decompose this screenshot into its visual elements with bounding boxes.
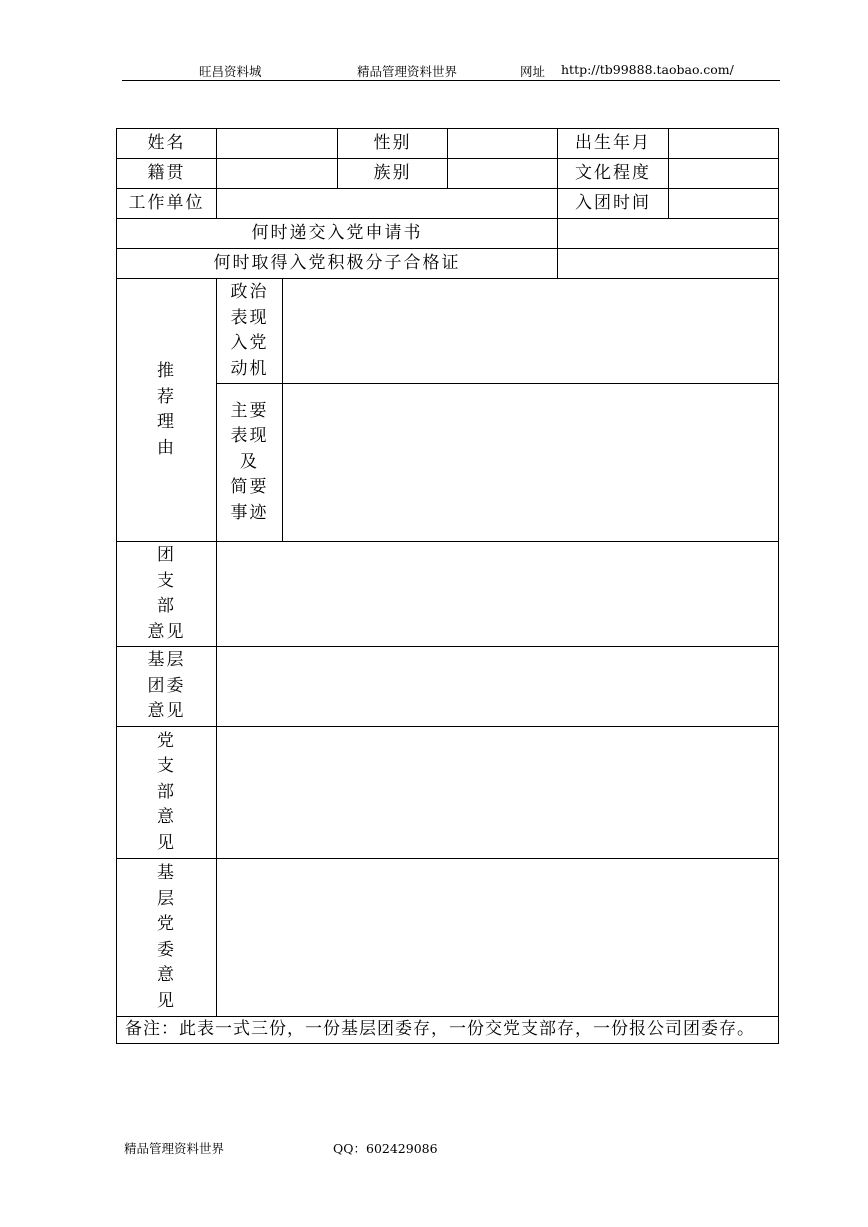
native-place-label: 籍贯 <box>117 159 217 189</box>
header-left-text: 旺昌资料城 <box>199 64 262 79</box>
league-branch-opinion-value-cell[interactable] <box>217 542 779 647</box>
gender-value-cell[interactable] <box>448 129 558 159</box>
party-branch-opinion-label: 党 支 部 意 见 <box>117 727 217 859</box>
footer-qq-text: QQ：602429086 <box>333 1141 438 1156</box>
gender-label: 性别 <box>338 129 448 159</box>
recommend-reason-label: 推 荐 理 由 <box>117 279 217 542</box>
party-branch-opinion-value-cell[interactable] <box>217 727 779 859</box>
birth-label: 出生年月 <box>558 129 669 159</box>
application-date-value-cell[interactable] <box>558 219 779 249</box>
grassroots-party-opinion-label: 基 层 党 委 意 见 <box>117 859 217 1017</box>
league-join-label: 入团时间 <box>558 189 669 219</box>
recommendation-form-table <box>116 128 779 1044</box>
grassroots-party-opinion-value-cell[interactable] <box>217 859 779 1017</box>
education-value-cell[interactable] <box>669 159 779 189</box>
header-center-text: 精品管理资料世界 <box>357 64 458 79</box>
main-deeds-label: 主要 表现 及 简要 事迹 <box>217 384 283 542</box>
header-site-url: http://tb99888.taobao.com/ <box>561 62 734 77</box>
political-performance-value-cell[interactable] <box>283 279 779 384</box>
workplace-value-cell[interactable] <box>217 189 558 219</box>
main-deeds-value-cell[interactable] <box>283 384 779 542</box>
ethnicity-label: 族别 <box>338 159 448 189</box>
footer-left-text: 精品管理资料世界 <box>124 1141 225 1156</box>
workplace-label: 工作单位 <box>117 189 217 219</box>
birth-value-cell[interactable] <box>669 129 779 159</box>
activist-cert-value-cell[interactable] <box>558 249 779 279</box>
header-site-label: 网址 <box>520 64 546 79</box>
application-date-label: 何时递交入党申请书 <box>117 219 558 249</box>
name-label: 姓名 <box>117 129 217 159</box>
header-divider <box>122 80 780 81</box>
grassroots-league-opinion-label: 基层 团委 意见 <box>117 647 217 727</box>
league-join-value-cell[interactable] <box>669 189 779 219</box>
grassroots-league-opinion-value-cell[interactable] <box>217 647 779 727</box>
form-note: 备注：此表一式三份，一份基层团委存，一份交党支部存，一份报公司团委存。 <box>117 1017 779 1044</box>
activist-cert-label: 何时取得入党积极分子合格证 <box>117 249 558 279</box>
political-performance-label: 政治 表现 入党 动机 <box>217 279 283 384</box>
education-label: 文化程度 <box>558 159 669 189</box>
native-place-value-cell[interactable] <box>217 159 338 189</box>
ethnicity-value-cell[interactable] <box>448 159 558 189</box>
name-value-cell[interactable] <box>217 129 338 159</box>
league-branch-opinion-label: 团 支 部 意见 <box>117 542 217 647</box>
